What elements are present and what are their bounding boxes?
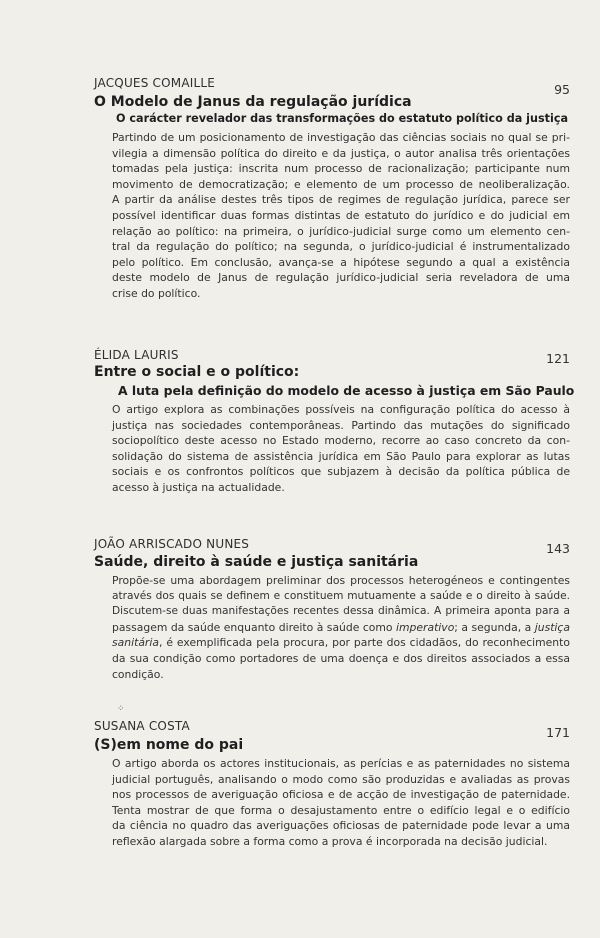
entry-subtitle: A luta pela definição do modelo de acesso à justiça em São Paulo — [118, 383, 575, 398]
abstract-line: nos processos de averiguação oficiosa e de acção de investigação de paternidade. — [112, 788, 570, 802]
abstract-line: judicial português, analisando o modo como são produzidas e avaliadas as provas — [112, 772, 570, 786]
abstract-line: movimento de democratização; e elemento de um processo de neoliberalização. — [112, 177, 570, 191]
abstract-line: possível identificar duas formas distintas de estatuto do jurídico e do judicial em — [112, 208, 570, 222]
entry-title: O Modelo de Janus da regulação jurídica — [94, 94, 412, 110]
abstract-line: tral da regulação do político; na segunda, o jurídico-judicial é instrumentalizado — [112, 240, 570, 254]
entry-title: Entre o social e o político: — [94, 364, 300, 380]
abstract-line: sanitária, é exemplificada pela procura, por parte dos cidadãos, do reconhecimento — [112, 636, 570, 650]
abstract-line: Partindo de um posicionamento de investigação das ciências sociais no qual se pri- — [112, 131, 570, 144]
abstract-line: sociopolítico deste acesso no Estado moderno, recorre ao caso concreto da con- — [112, 434, 570, 448]
entry-author: ÉLIDA LAURIS — [94, 348, 179, 362]
abstract-line: passagem da saúde enquanto direito à saúde como imperativo; a segunda, a justiça — [112, 620, 570, 634]
abstract-line: Propõe-se uma abordagem preliminar dos processos heterogéneos e contingentes — [112, 574, 570, 587]
entry-author: SUSANA COSTA — [94, 719, 190, 733]
entry-title: (S)em nome do pai — [94, 737, 244, 753]
entry-author: JOÃO ARRISCADO NUNES — [94, 537, 250, 551]
abstract-line: da sua condição como portadores de uma doença e dos direitos associados a essa — [112, 651, 570, 665]
abstract-line: solidação do sistema de assistência jurídica em São Paulo para explorar as lutas — [112, 449, 570, 463]
abstract-line: relação ao político: na primeira, o jurídico-judicial surge como um elemento cen- — [112, 224, 570, 238]
entry-subtitle: O carácter revelador das transformações do estatuto político da justiça — [116, 112, 569, 125]
abstract-line: condição. — [112, 667, 164, 681]
entry-page-number: 171 — [546, 725, 570, 740]
abstract-line: Tenta mostrar de que forma o desajustamento entre o edifício legal e o edifício — [112, 803, 570, 817]
abstract-line: A partir da análise destes três tipos de regimes de regulação jurídica, parece ser — [112, 193, 570, 207]
entry-abstract — [112, 402, 570, 496]
entry-abstract — [112, 756, 570, 850]
abstract-line: pelo político. Em conclusão, avança-se a hipótese segundo a qual a existência — [112, 255, 570, 269]
entry-page-number: 143 — [546, 541, 570, 556]
abstract-line: da ciência no quadro das averiguações oficiosas de paternidade pode levar a uma — [112, 819, 570, 833]
abstract-line: através dos quais se definem e constituem mutuamente a saúde e o direito à saúde. — [112, 589, 570, 602]
entry-author: JACQUES COMAILLE — [94, 76, 216, 90]
abstract-line: tomadas pela justiça: inscrita num processo de racionalização; participante num — [112, 162, 570, 176]
entry-abstract — [112, 573, 570, 682]
abstract-line: acesso à justiça na actualidade. — [112, 480, 285, 494]
entry-title: Saúde, direito à saúde e justiça sanitária — [94, 554, 419, 570]
abstract-line: deste modelo de Janus de regulação jurídico-judicial seria reveladora de uma — [112, 271, 570, 285]
entry-abstract — [112, 130, 570, 302]
entry-page-number: 95 — [554, 82, 570, 97]
abstract-line: crise do político. — [112, 286, 201, 300]
abstract-line: justiça nas sociedades contemporâneas. Partindo das mutações do significado — [112, 418, 570, 432]
page-speck: ⁘ — [117, 704, 125, 714]
abstract-line: sociais e os confrontos políticos que subjazem à decisão da política pública de — [112, 465, 570, 479]
abstract-line: O artigo explora as combinações possíveis na configuração política do acesso à — [112, 403, 570, 416]
abstract-line: O artigo aborda os actores institucionais, as perícias e as paternidades no sistema — [112, 757, 570, 770]
abstract-line: vilegia a dimensão política do direito e da justiça, o autor analisa três orientações — [112, 146, 570, 160]
entry-page-number: 121 — [546, 351, 570, 366]
abstract-line: Discutem-se duas manifestações recentes dessa dinâmica. A primeira aponta para a — [112, 605, 570, 618]
abstract-line: reflexão alargada sobre a forma como a prova é incorporada na decisão judicial. — [112, 834, 548, 848]
